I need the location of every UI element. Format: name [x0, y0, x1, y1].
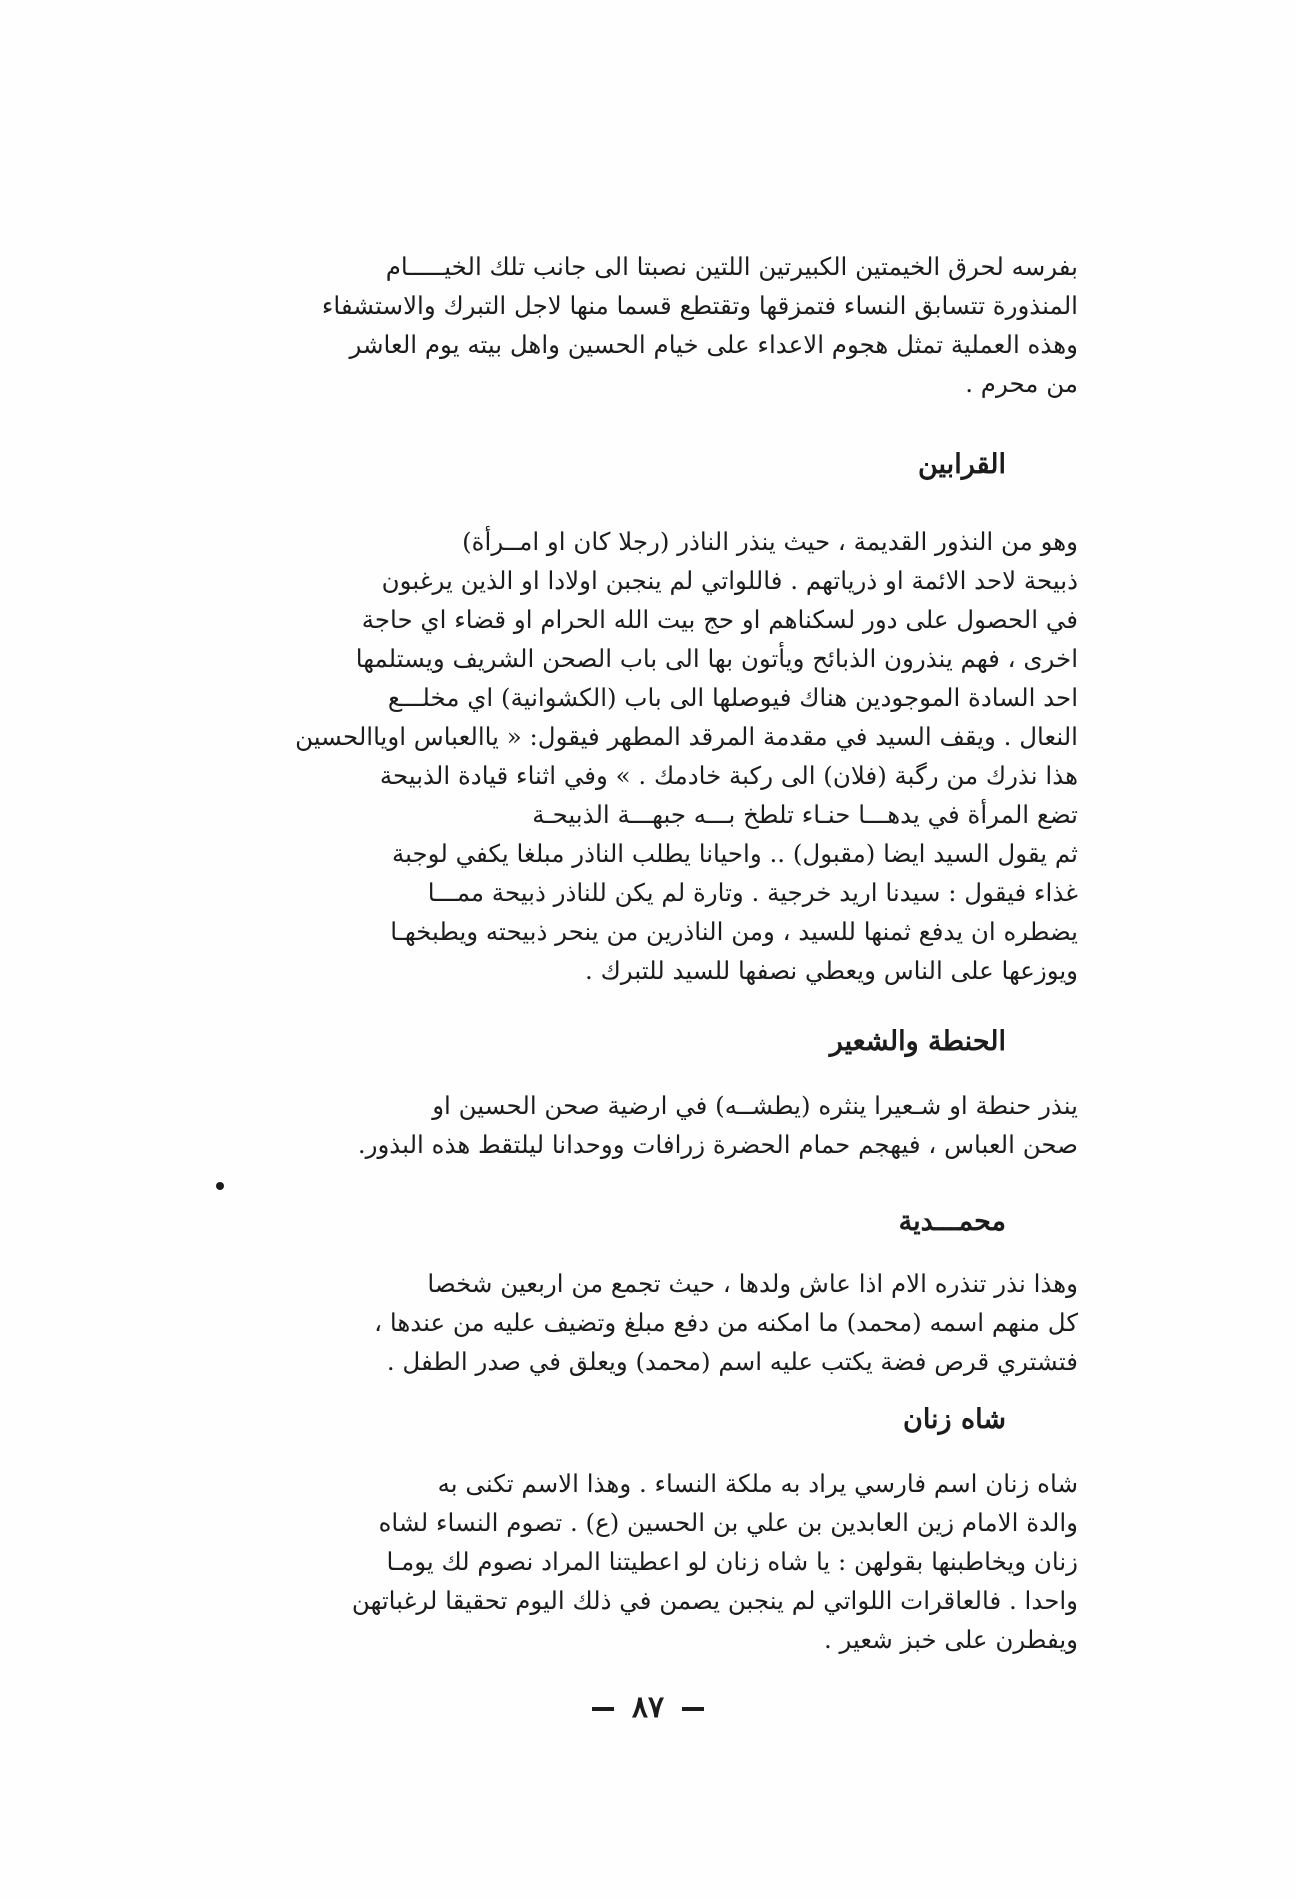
- text-line: صحن العباس ، فيهجم حمام الحضرة زرافات ووحدانا ليلتقط هذه البذور.: [357, 1130, 1078, 1159]
- text-line: ويفطرن على خبز شعير .: [823, 1625, 1078, 1654]
- text-line: من محرم .: [965, 369, 1078, 398]
- text-line: كل منهم اسمه (محمد) ما امكنه من دفع مبلغ وتضيف عليه من عندها ،: [374, 1308, 1078, 1337]
- text-line: وهو من النذور القديمة ، حيث ينذر الناذر (رجلا كان او امــرأة): [462, 527, 1078, 556]
- text-line: تضع المرأة في يدهـــا حنـاء تلطخ بـــه جبهـــة الذبيحـة: [532, 800, 1078, 829]
- bullet-dot: [216, 1182, 224, 1190]
- dash-left: [592, 1707, 614, 1711]
- text-line: احد السادة الموجودين هناك فيوصلها الى باب (الكشوانية) اي مخلـــع: [387, 683, 1078, 712]
- text-line: فتشتري قرص فضة يكتب عليه اسم (محمد) ويعلق في صدر الطفل .: [386, 1347, 1078, 1376]
- paragraph-wheat-barley: [208, 1086, 1078, 1164]
- text-line: يضطره ان يدفع ثمنها للسيد ، ومن الناذرين من ينحر ذبيحته ويطبخهـا: [390, 917, 1078, 946]
- text-line: وهذا نذر تنذره الام اذا عاش ولدها ، حيث تجمع من اربعين شخصا: [427, 1269, 1078, 1298]
- paragraph-tents: [208, 247, 1078, 403]
- text-line: زنان ويخاطبنها بقولهن : يا شاه زنان لو اعطيتنا المراد نصوم لك يومـا: [386, 1547, 1078, 1576]
- text-line: واحدا . فالعاقرات اللواتي لم ينجبن يصمن في ذلك اليوم تحقيقا لرغباتهن: [351, 1586, 1078, 1615]
- section-heading-wheat-barley: الحنطة والشعير: [829, 1026, 1006, 1057]
- page-number: [0, 1688, 1296, 1728]
- page-number-value: ٨٧: [631, 1690, 665, 1725]
- text-line: ينذر حنطة او شـعيرا ينثره (يطشــه) في ارضية صحن الحسين او: [432, 1091, 1078, 1120]
- paragraph-offerings: [208, 522, 1078, 990]
- text-line: غذاء فيقول : سيدنا اريد خرجية . وتارة لم يكن للناذر ذبيحة ممـــا: [427, 878, 1078, 907]
- text-line: ذبيحة لاحد الائمة او ذرياتهم . فاللواتي لم ينجبن اولادا او الذين يرغبون: [381, 566, 1078, 595]
- text-line: اخرى ، فهم ينذرون الذبائح ويأتون بها الى باب الصحن الشريف ويستلمها: [355, 644, 1078, 673]
- text-line: ويوزعها على الناس ويعطي نصفها للسيد للتبرك .: [585, 956, 1078, 985]
- text-line: في الحصول على دور لسكناهم او حج بيت الله الحرام او قضاء اي حاجة: [361, 605, 1078, 634]
- text-line: النعال . ويقف السيد في مقدمة المرقد المطهر فيقول: « ياالعباس اوياالحسين: [295, 722, 1078, 751]
- paragraph-muhammadiya: [208, 1264, 1078, 1381]
- section-heading-shah-zanan: شاه زنان: [902, 1404, 1006, 1435]
- dash-right: [682, 1707, 704, 1711]
- text-line: المنذورة تتسابق النساء فتمزقها وتقتطع قسما منها لاجل التبرك والاستشفاء: [321, 291, 1078, 320]
- section-heading-offerings: القرابين: [917, 449, 1006, 480]
- section-heading-muhammadiya: محمـــدية: [898, 1206, 1006, 1237]
- paragraph-shah-zanan: [208, 1464, 1078, 1659]
- text-line: وهذه العملية تمثل هجوم الاعداء على خيام الحسين واهل بيته يوم العاشر: [349, 330, 1078, 359]
- text-line: هذا نذرك من رگبة (فلان) الى ركبة خادمك . » وفي اثناء قيادة الذبيحة: [379, 761, 1078, 790]
- text-line: بفرسه لحرق الخيمتين الكبيرتين اللتين نصبتا الى جانب تلك الخيـــــام: [385, 252, 1078, 281]
- text-line: والدة الامام زين العابدين بن علي بن الحسين (ع) . تصوم النساء لشاه: [378, 1508, 1078, 1537]
- text-line: شاه زنان اسم فارسي يراد به ملكة النساء . وهذا الاسم تكنى به: [437, 1469, 1078, 1498]
- text-line: ثم يقول السيد ايضا (مقبول) .. واحيانا يطلب الناذر مبلغا يكفي لوجبة: [392, 839, 1078, 868]
